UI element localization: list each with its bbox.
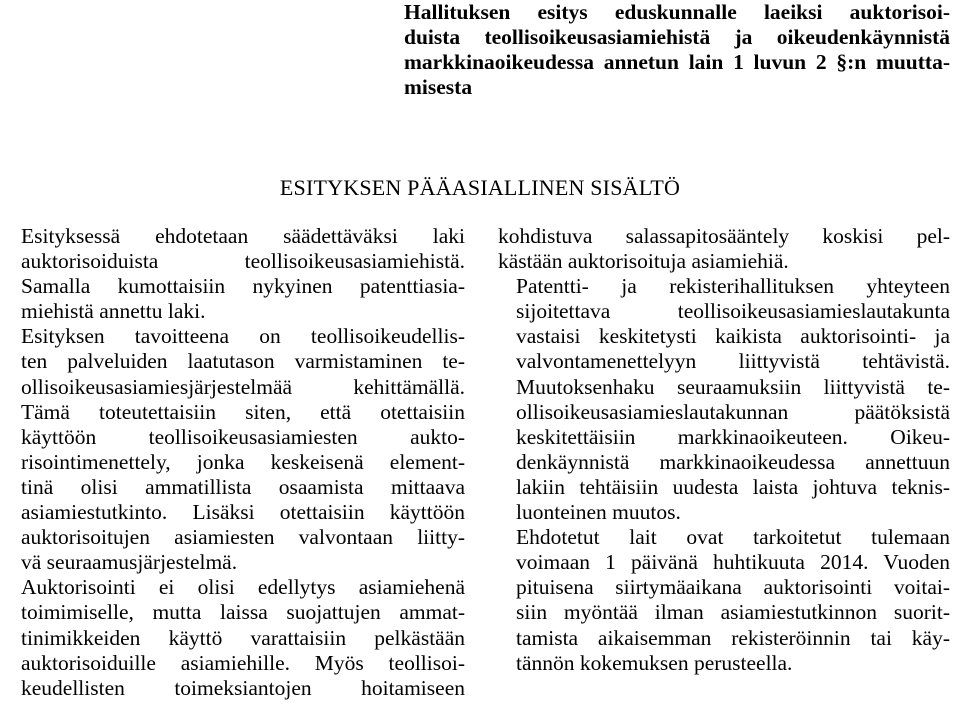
title-line: Hallituksen esitys eduskunnalle laeiksi auktorisoi- bbox=[404, 0, 950, 24]
title-line: duista teollisoikeusasiamiehistä ja oikeudenkäynnistä bbox=[404, 25, 950, 49]
text-line: Ehdotetut lait ovat tarkoitetut tulemaan bbox=[516, 525, 950, 550]
text-line: kästään auktorisoituja asiamiehiä. bbox=[498, 249, 789, 274]
document-title bbox=[404, 0, 950, 100]
text-line: Tämä toteutettaisiin siten, että otettaisiin bbox=[21, 399, 465, 424]
text-line: auktorisoiduista teollisoikeusasiamiehistä. bbox=[21, 249, 465, 274]
text-line: tännön kokemuksen perusteella. bbox=[516, 650, 793, 675]
paragraph bbox=[498, 274, 950, 525]
right-column bbox=[498, 224, 950, 676]
text-line: auktorisoitujen asiamiesten valvontaan liitty- bbox=[21, 525, 465, 550]
text-line: kohdistuva salassapitosääntely koskisi pel- bbox=[498, 224, 950, 248]
text-line: vastaisi keskitetysti kaikista auktorisointi- ja bbox=[516, 324, 950, 349]
text-line: pituisena siirtymäaikana auktorisointi voitai- bbox=[516, 575, 950, 600]
paragraph bbox=[3, 575, 465, 700]
text-line: Esityksen tavoitteena on teollisoikeudellis- bbox=[21, 324, 465, 349]
text-line: Esityksessä ehdotetaan säädettäväksi laki bbox=[21, 224, 465, 248]
text-line: tinimikkeiden käyttö varattaisiin pelkästään bbox=[21, 625, 465, 650]
text-line: ollisoikeusasiamieslautakunnan päätöksistä bbox=[516, 399, 950, 424]
section-heading: ESITYKSEN PÄÄASIALLINEN SISÄLTÖ bbox=[279, 175, 681, 200]
text-line: Auktorisointi ei olisi edellytys asiamiehenä bbox=[21, 575, 465, 600]
text-line: ten palveluiden laatutason varmistaminen te- bbox=[21, 349, 465, 374]
text-line: voimaan 1 päivänä huhtikuuta 2014. Vuoden bbox=[516, 550, 950, 575]
text-line: valvontamenettelyyn liittyvistä tehtävistä. bbox=[516, 349, 950, 374]
text-line: lakiin tehtäisiin uudesta laista johtuva teknis- bbox=[516, 474, 950, 499]
text-line: denkäynnistä markkinaoikeudessa annettuun bbox=[516, 449, 950, 474]
text-line: Samalla kumottaisiin nykyinen patenttiasia- bbox=[21, 274, 465, 299]
text-line: asiamiestutkinto. Lisäksi otettaisiin käyttöön bbox=[21, 500, 465, 525]
text-line: sijoitettava teollisoikeusasiamieslautakunta bbox=[516, 299, 950, 324]
text-line: keudellisten toimeksiantojen hoitamiseen bbox=[21, 675, 465, 700]
text-line: tamista aikaisemman rekisteröinnin tai käy- bbox=[516, 625, 950, 650]
text-line: siin myöntää ilman asiamiestutkinnon suorit- bbox=[516, 600, 950, 625]
text-line: auktorisoiduille asiamiehille. Myös teollisoi- bbox=[21, 650, 465, 675]
left-column bbox=[3, 224, 465, 701]
text-line: keskitettäisiin markkinaoikeuteen. Oikeu- bbox=[516, 424, 950, 449]
paragraph bbox=[498, 224, 950, 274]
text-line: käyttöön teollisoikeusasiamiesten aukto- bbox=[21, 424, 465, 449]
text-line: Patentti- ja rekisterihallituksen yhteyteen bbox=[516, 274, 950, 299]
text-line: Muutoksenhaku seuraamuksiin liittyvistä te- bbox=[516, 374, 950, 399]
text-line: tinä olisi ammatillista osaamista mittaava bbox=[21, 474, 465, 499]
text-line: luonteinen muutos. bbox=[516, 500, 681, 525]
text-line: vä seuraamusjärjestelmä. bbox=[21, 550, 238, 575]
paragraph bbox=[498, 525, 950, 676]
text-line: risointimenettely, jonka keskeisenä element- bbox=[21, 449, 465, 474]
title-line: misesta bbox=[404, 75, 473, 99]
text-line: miehistä annettu laki. bbox=[21, 299, 206, 324]
text-line: toimimiselle, mutta laissa suojattujen ammat- bbox=[21, 600, 465, 625]
text-line: ollisoikeusasiamiesjärjestelmää kehittämällä. bbox=[21, 374, 465, 399]
paragraph bbox=[3, 324, 465, 575]
title-line: markkinaoikeudessa annetun lain 1 luvun 2 §:n muutta- bbox=[404, 50, 950, 74]
paragraph bbox=[3, 224, 465, 324]
